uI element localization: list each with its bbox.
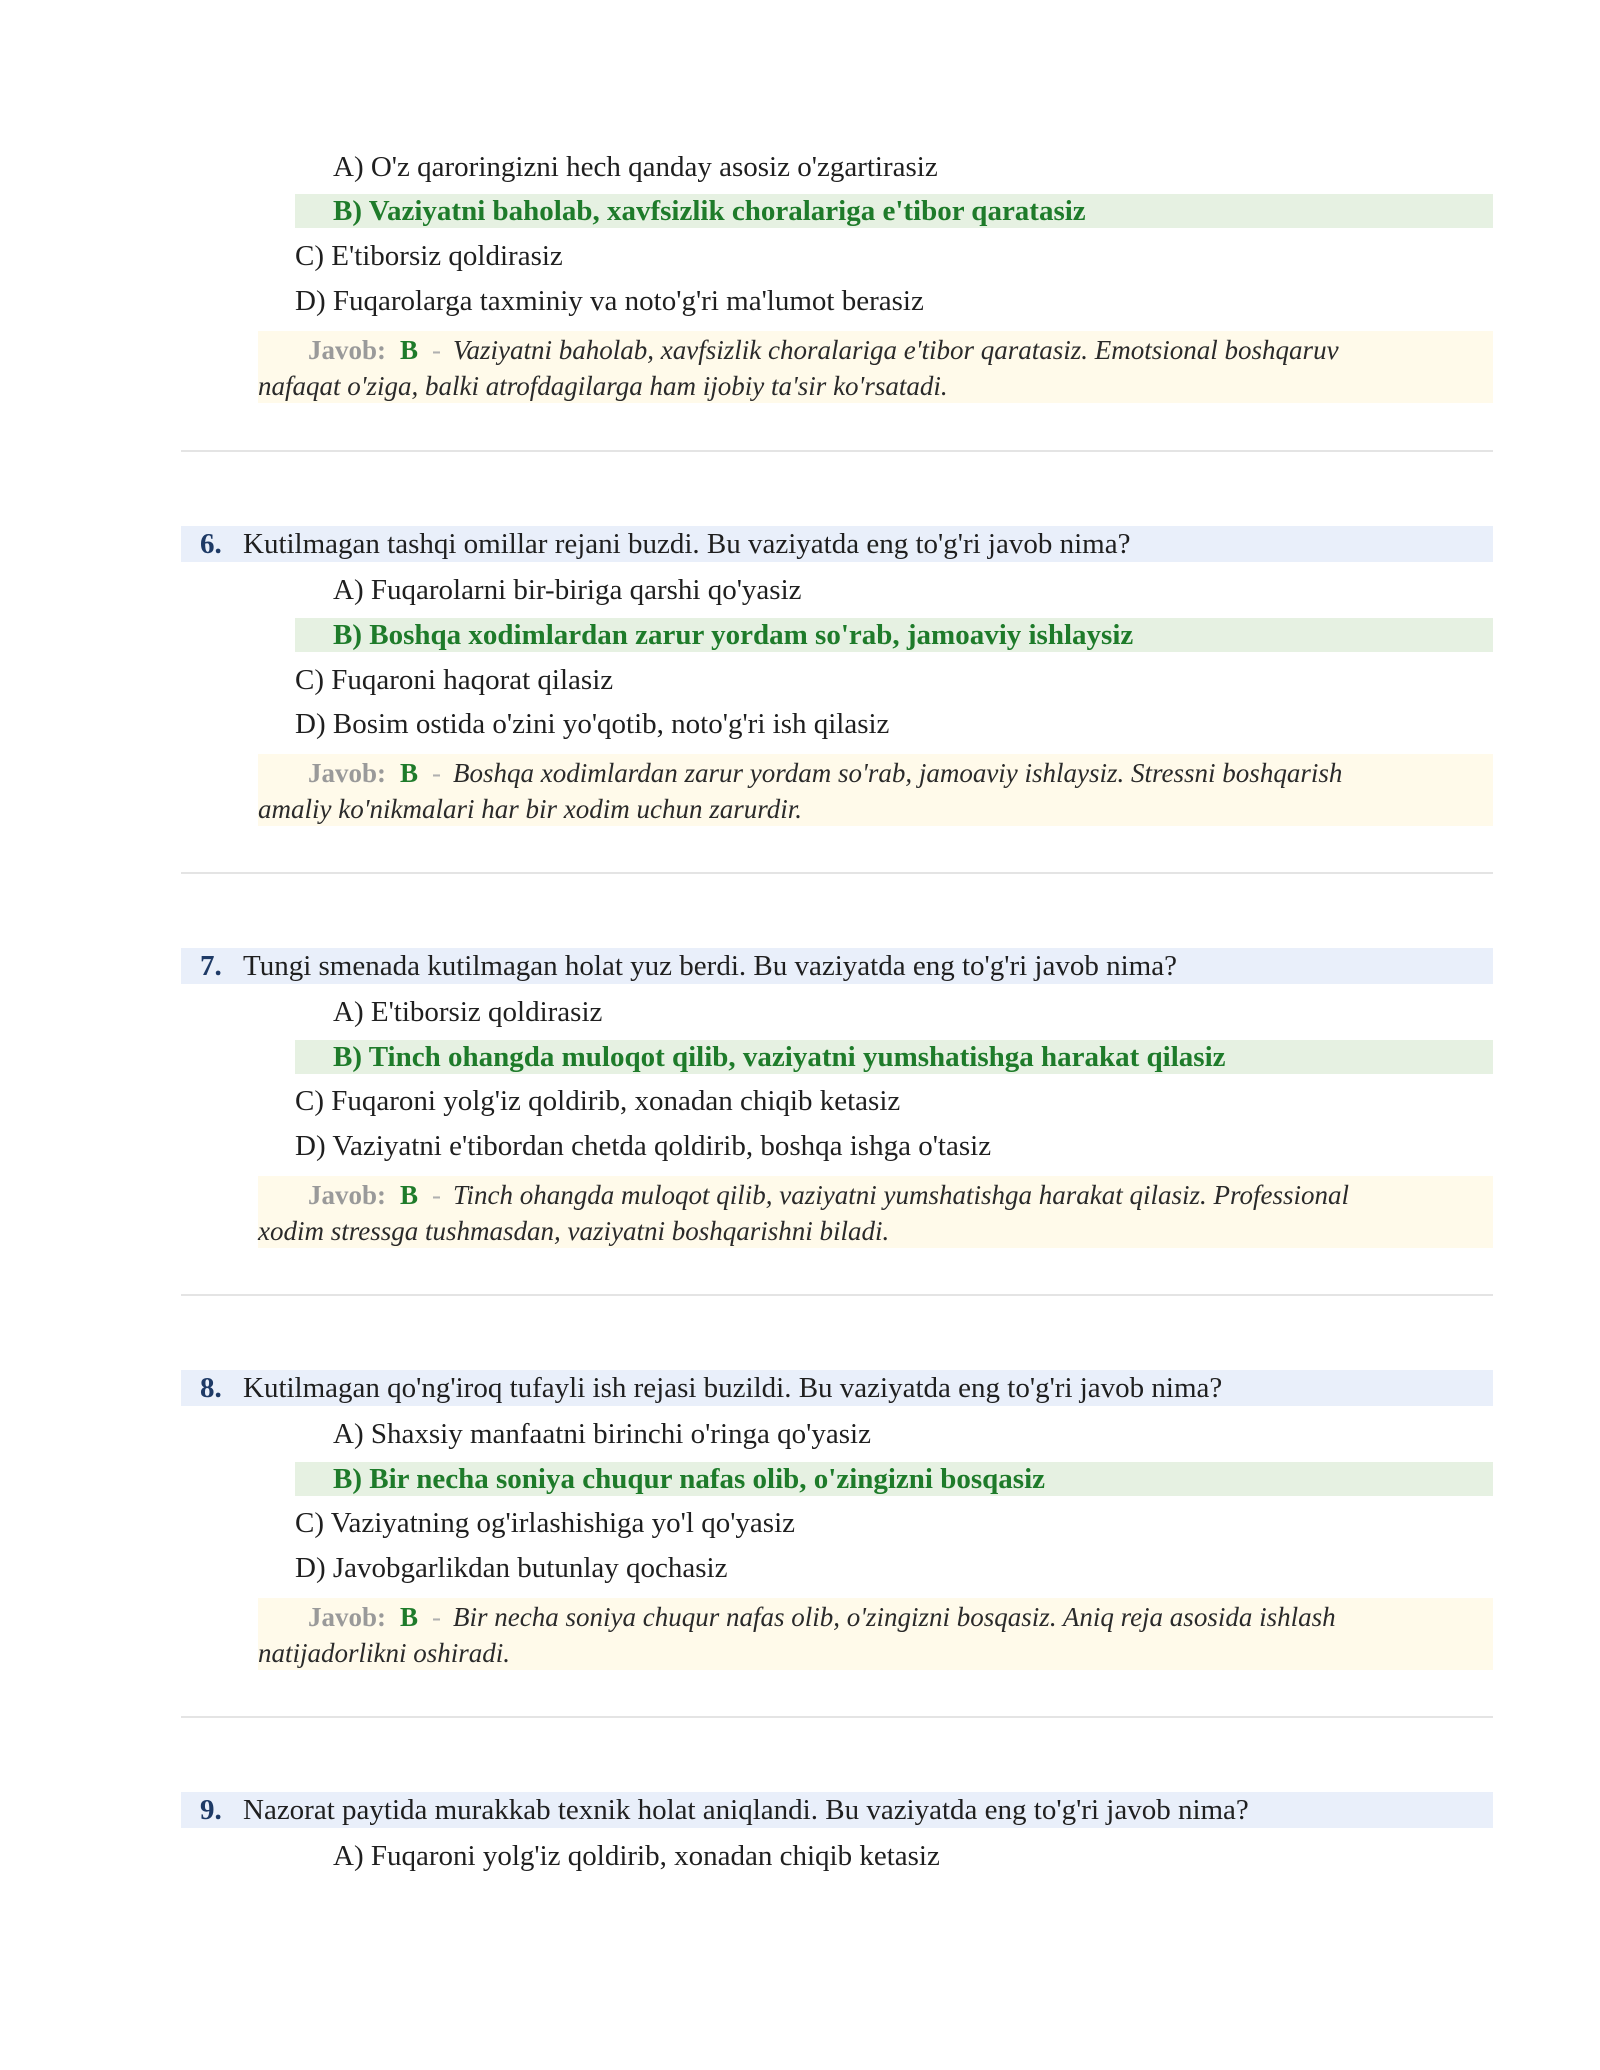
q9-question-text: Nazorat paytida murakkab texnik holat aniqlandi. Bu vaziyatda eng to'g'ri javob nima? [243, 1794, 1249, 1826]
answer-label: Javob: [308, 1180, 387, 1210]
q7-option-a: A) E'tiborsiz qoldirasiz [333, 996, 603, 1028]
q7-option-b-correct: B) Tinch ohangda muloqot qilib, vaziyatni yumshatishga harakat qilasiz [333, 1041, 1226, 1073]
question-divider [181, 1294, 1493, 1296]
answer-label: Javob: [308, 758, 387, 788]
question-divider [181, 450, 1493, 452]
answer-explanation: Bir necha soniya chuqur nafas olib, o'zingizni bosqasiz. Aniq reja asosida ishlash [453, 1602, 1336, 1632]
q6-option-c: C) Fuqaroni haqorat qilasiz [295, 664, 614, 696]
q6-question-text: Kutilmagan tashqi omillar rejani buzdi. Bu vaziyatda eng to'g'ri javob nima? [243, 528, 1131, 560]
answer-letter: B [400, 1180, 419, 1210]
answer-letter: B [400, 1602, 419, 1632]
answer-label: Javob: [308, 1602, 387, 1632]
answer-letter: B [400, 335, 419, 365]
question-divider [181, 872, 1493, 874]
answer-explanation: Vaziyatni baholab, xavfsizlik choralariga e'tibor qaratasiz. Emotsional boshqaruv [453, 335, 1339, 365]
q8-option-d: D) Javobgarlikdan butunlay qochasiz [295, 1552, 728, 1584]
q6-option-d: D) Bosim ostida o'zini yo'qotib, noto'g'ri ish qilasiz [295, 708, 890, 740]
answer-dash: - [432, 1180, 442, 1210]
q8-option-a: A) Shaxsiy manfaatni birinchi o'ringa qo'yasiz [333, 1418, 871, 1450]
q6-number: 6. [200, 528, 222, 560]
q8-answer-line [308, 1599, 1336, 1635]
q6-option-b-correct: B) Boshqa xodimlardan zarur yordam so'rab, jamoaviy ishlaysiz [333, 619, 1134, 651]
q5-option-c: C) E'tiborsiz qoldirasiz [295, 240, 563, 272]
q8-question-text: Kutilmagan qo'ng'iroq tufayli ish rejasi buzildi. Bu vaziyatda eng to'g'ri javob nima? [243, 1372, 1223, 1404]
q6-answer-line [308, 755, 1342, 791]
answer-letter: B [400, 758, 419, 788]
answer-dash: - [432, 1602, 442, 1632]
answer-explanation: Tinch ohangda muloqot qilib, vaziyatni yumshatishga harakat qilasiz. Professional [453, 1180, 1350, 1210]
q8-answer-explanation-cont: natijadorlikni oshiradi. [258, 1638, 511, 1668]
q9-option-a: A) Fuqaroni yolg'iz qoldirib, xonadan chiqib ketasiz [333, 1840, 940, 1872]
answer-dash: - [432, 335, 442, 365]
answer-dash: - [432, 758, 442, 788]
q8-number: 8. [200, 1372, 222, 1404]
answer-explanation: Boshqa xodimlardan zarur yordam so'rab, jamoaviy ishlaysiz. Stressni boshqarish [453, 758, 1343, 788]
q9-number: 9. [200, 1794, 222, 1826]
q7-number: 7. [200, 950, 222, 982]
q7-answer-explanation-cont: xodim stressga tushmasdan, vaziyatni boshqarishni biladi. [258, 1216, 890, 1246]
answer-label: Javob: [308, 335, 387, 365]
q5-option-d: D) Fuqarolarga taxminiy va noto'g'ri ma'lumot berasiz [295, 285, 924, 317]
q8-option-c: C) Vaziyatning og'irlashishiga yo'l qo'yasiz [295, 1507, 796, 1539]
q8-option-b-correct: B) Bir necha soniya chuqur nafas olib, o'zingizni bosqasiz [333, 1463, 1046, 1495]
q5-option-a: A) O'z qaroringizni hech qanday asosiz o'zgartirasiz [333, 151, 938, 183]
q5-option-b-correct: B) Vaziyatni baholab, xavfsizlik choralariga e'tibor qaratasiz [333, 195, 1086, 227]
q7-option-d: D) Vaziyatni e'tibordan chetda qoldirib, boshqa ishga o'tasiz [295, 1130, 992, 1162]
q5-answer-explanation-cont: nafaqat o'ziga, balki atrofdagilarga ham ijobiy ta'sir ko'rsatadi. [258, 371, 948, 401]
q6-option-a: A) Fuqarolarni bir-biriga qarshi qo'yasiz [333, 574, 802, 606]
q7-question-text: Tungi smenada kutilmagan holat yuz berdi. Bu vaziyatda eng to'g'ri javob nima? [243, 950, 1177, 982]
q7-option-c: C) Fuqaroni yolg'iz qoldirib, xonadan chiqib ketasiz [295, 1085, 901, 1117]
q7-answer-line [308, 1177, 1349, 1213]
question-divider [181, 1716, 1493, 1718]
q5-answer-line [308, 332, 1339, 368]
q6-answer-explanation-cont: amaliy ko'nikmalari har bir xodim uchun zarurdir. [258, 794, 803, 824]
